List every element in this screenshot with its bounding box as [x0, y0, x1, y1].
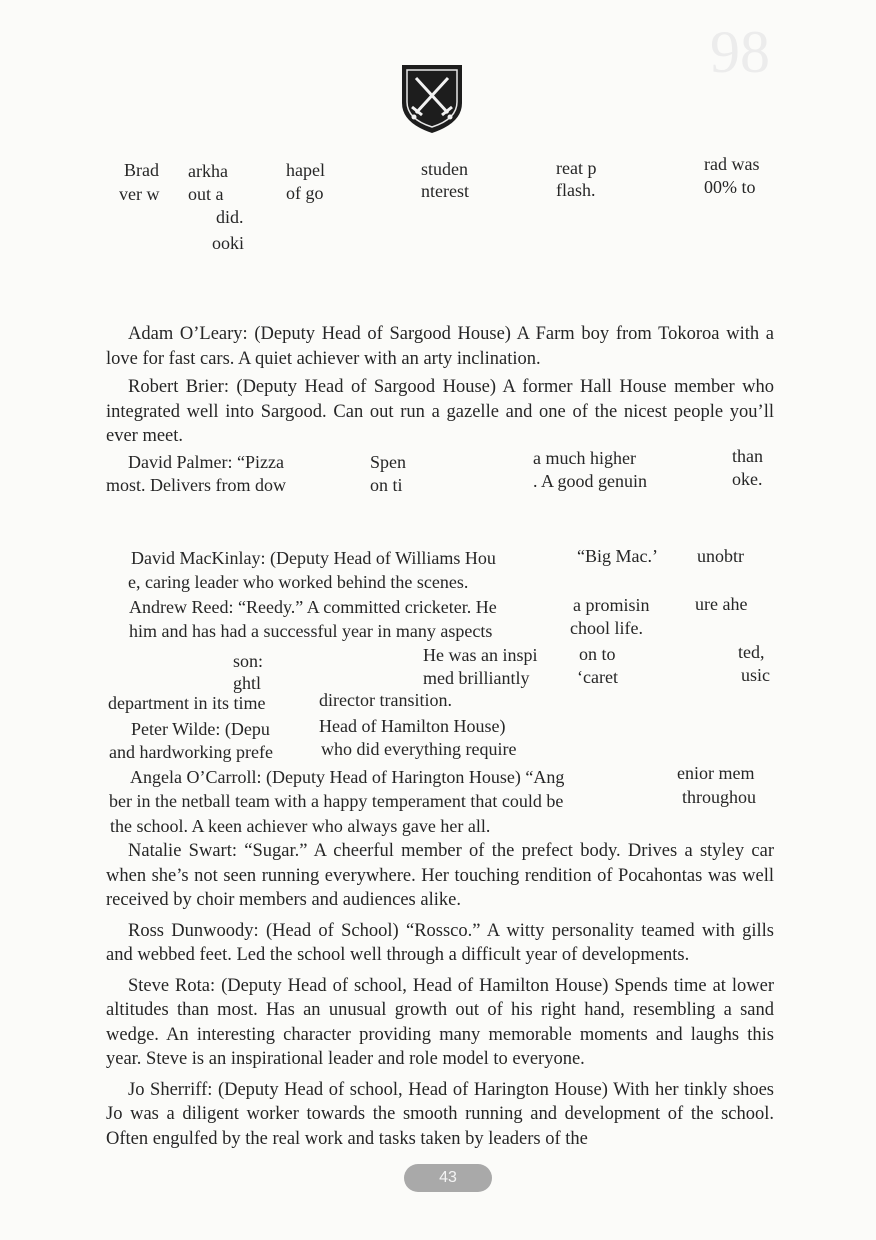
- fragment: throughou: [682, 787, 756, 807]
- fragment: did.: [216, 207, 244, 227]
- text-block-b: [106, 839, 774, 1151]
- fragment: a promisin: [573, 595, 650, 615]
- fragment: oke.: [732, 469, 763, 489]
- fragment: ber in the netball team with a happy temperament that could be: [109, 791, 564, 811]
- fragment: reat p: [556, 158, 597, 178]
- fragment: director transition.: [319, 690, 452, 710]
- fragment: Spen: [370, 452, 406, 472]
- fragment: Andrew Reed: “Reedy.” A committed cricketer. He: [129, 597, 497, 617]
- paragraph: Jo Sherriff: (Deputy Head of school, Head of Harington House) With her tinkly shoes Jo was a diligent worker towards the smooth running and development of the school. Often engulfed by the real work and tasks taken by leaders of the: [106, 1079, 774, 1149]
- fragment: ver w: [119, 184, 160, 204]
- fragment: out a: [188, 184, 224, 204]
- paragraph: Adam O’Leary: (Deputy Head of Sargood House) A Farm boy from Tokoroa with a love for fast cars. A quiet achiever with an arty inclination.: [106, 324, 774, 369]
- fragment: department in its time: [108, 693, 266, 713]
- fragment: David MacKinlay: (Deputy Head of Williams Hou: [131, 548, 496, 568]
- fragment: ure ahe: [695, 594, 748, 614]
- fragment: He was an inspi: [423, 645, 538, 665]
- fragment: Angela O’Carroll: (Deputy Head of Harington House) “Ang: [130, 767, 565, 787]
- fragment: chool life.: [570, 618, 643, 638]
- fragment: the school. A keen achiever who always gave her all.: [110, 816, 491, 836]
- fragment: e, caring leader who worked behind the scenes.: [128, 572, 469, 592]
- paragraph: Robert Brier: (Deputy Head of Sargood House) A former Hall House member who integrated well into Sargood. Can out run a gazelle and one of the nicest people you’ll ever meet.: [106, 377, 774, 446]
- fragment: a much higher: [533, 448, 636, 468]
- fragment: arkha: [188, 161, 228, 181]
- fragment: . A good genuin: [533, 471, 648, 491]
- fragment: most. Delivers from dow: [106, 475, 286, 495]
- paragraph: Ross Dunwoody: (Head of School) “Rossco.” A witty personality teamed with gills and webbed feet. Led the school well through a difficult year of developments.: [106, 920, 774, 965]
- fragment: ted,: [738, 642, 765, 662]
- fragment: Head of Hamilton House): [319, 716, 506, 736]
- fragment: of go: [286, 183, 324, 203]
- fragment: him and has had a successful year in many aspects: [129, 621, 493, 641]
- fragment: enior mem: [677, 763, 755, 783]
- text-block-a: [106, 322, 774, 449]
- fragment: 00% to: [704, 177, 756, 197]
- fragment: med brilliantly: [423, 668, 530, 688]
- fragment: ghtl: [233, 673, 262, 693]
- fragment: and hardworking prefe: [109, 742, 273, 762]
- fragment: flash.: [556, 180, 596, 200]
- fragment: on to: [579, 644, 616, 664]
- fragment: who did everything require: [321, 739, 517, 759]
- fragment: rad was: [704, 154, 760, 174]
- fragment: Brad: [124, 160, 159, 180]
- fragment: ‘caret: [577, 667, 618, 687]
- fragment: on ti: [370, 475, 403, 495]
- fragment: usic: [741, 665, 770, 685]
- year-watermark: 98: [710, 19, 770, 85]
- fragment: ooki: [212, 233, 245, 253]
- fragment: studen: [421, 159, 468, 179]
- fragment: hapel: [286, 160, 325, 180]
- fragment: son:: [233, 651, 264, 671]
- page-number: 43: [404, 1164, 492, 1192]
- fragment: than: [732, 446, 763, 466]
- fragment: Peter Wilde: (Depu: [131, 719, 270, 739]
- fragment: unobtr: [697, 546, 744, 566]
- fragment: David Palmer: “Pizza: [128, 452, 284, 472]
- school-crest-icon: [400, 63, 464, 135]
- fragment: “Big Mac.’: [577, 546, 658, 566]
- paragraph: Natalie Swart: “Sugar.” A cheerful member of the prefect body. Drives a styley car when she’s not seen running everywhere. Her touching rendition of Pocahontas was well received by choir members and audiences alike.: [106, 841, 774, 910]
- paragraph: Steve Rota: (Deputy Head of school, Head of Hamilton House) Spends time at lower altitudes than most. Has an unusual growth out of his right hand, resembling a sand wedge. An interesting character providing many memorable moments and laughs this year. Steve is an inspirational leader and role model to everyone.: [106, 975, 774, 1069]
- fragment: nterest: [421, 181, 469, 201]
